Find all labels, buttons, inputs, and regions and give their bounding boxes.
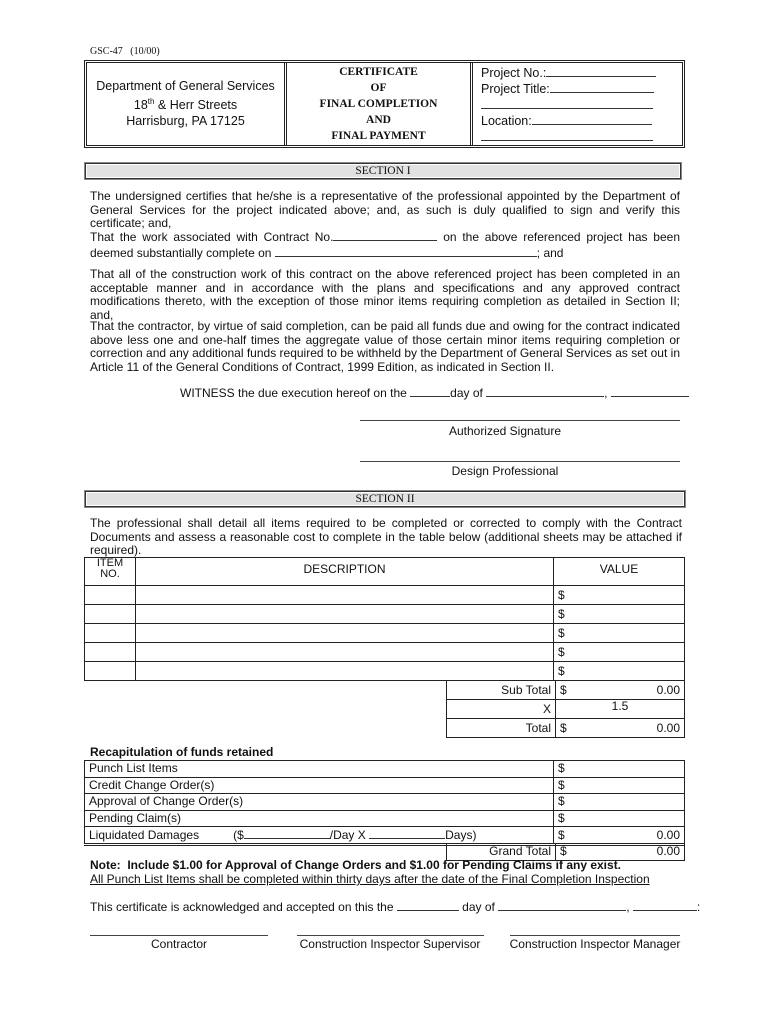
value-cell[interactable]: $ [554, 586, 685, 605]
ld-text: /Day X [329, 828, 370, 842]
subtotal-amount: 0.00 [656, 683, 680, 697]
authorized-signature-label: Authorized Signature [448, 424, 562, 438]
recap-row [85, 810, 685, 827]
contract-no-field[interactable] [333, 229, 437, 241]
multiplier-row [447, 700, 685, 719]
recap-label: Credit Change Order(s) [85, 777, 554, 794]
witness-text: , [604, 386, 611, 400]
contractor-label: Contractor [150, 937, 208, 951]
grand-total-amount: 0.00 [656, 844, 680, 859]
acknowledgement-line [90, 899, 700, 914]
ld-amount: 0.00 [656, 827, 680, 842]
witness-text: WITNESS the due execution hereof on the [180, 386, 411, 400]
items-table [84, 557, 685, 681]
note: Note: Include $1.00 for Approval of Change Orders and $1.00 for Pending Claims if any exist. [90, 858, 622, 872]
completion-date-field[interactable] [275, 245, 537, 257]
form-id: GSC-47 (10/00) [90, 46, 160, 57]
col-description: DESCRIPTION [136, 558, 554, 586]
ack-year-field[interactable] [633, 899, 697, 911]
ld-days-field[interactable] [369, 827, 445, 839]
currency: $ [560, 683, 567, 697]
currency: $ [560, 721, 567, 735]
location-field[interactable] [532, 113, 652, 125]
value-cell[interactable]: $ [554, 624, 685, 643]
multiplier-value: 1.5 [556, 700, 685, 719]
design-professional-label: Design Professional [451, 464, 559, 478]
recap-row [85, 761, 685, 778]
table-header [85, 558, 685, 586]
total-row [447, 719, 685, 738]
dept-street [134, 94, 237, 113]
ack-text: , [626, 900, 633, 914]
project-info [473, 63, 682, 145]
subtotal-row [447, 681, 685, 700]
witness-text: day of [450, 386, 487, 400]
section-1-para-1: The undersigned certifies that he/she is a representative of the professional appointed by the Department of General Services for the project indicated above; and, as such is duly qualified to sign and verify this certificate; and, [90, 189, 680, 230]
table-row[interactable] [85, 643, 685, 662]
recap-label: Approval of Change Order(s) [85, 794, 554, 811]
recap-value[interactable]: $ [554, 777, 685, 794]
subtotal-value [556, 681, 685, 700]
recap-table [84, 760, 685, 846]
recap-heading: Recapitulation of funds retained [90, 745, 274, 759]
project-title-field-2[interactable] [481, 97, 653, 109]
project-title-field[interactable] [550, 81, 654, 93]
witness-day-field[interactable] [410, 385, 450, 397]
title-line: OF [370, 82, 387, 94]
recap-value[interactable]: $ [554, 810, 685, 827]
p2-text: That the work associated with Contract No. [90, 230, 334, 244]
section-1-para-4: That the contractor, by virtue of said completion, can be paid all funds due and owing for the contract indicated above less one and one-half times the aggregate value of those certain minor items requiring completion or correction and any additional funds required to be withheld by the Department of General Services as set out in Article 11 of the General Conditions of Contract, 1999 Edition, as indicated in Section II. [90, 319, 680, 374]
section-2-header: SECTION II [85, 491, 685, 507]
total-amount: 0.00 [656, 721, 680, 735]
location-field-2[interactable] [481, 129, 653, 141]
ld-text: Days) [445, 828, 477, 842]
contractor-signature-line[interactable] [90, 935, 268, 936]
recap-value[interactable]: $ [554, 761, 685, 778]
witness-year-field[interactable] [611, 385, 689, 397]
dept-name: Department of General Services [96, 79, 275, 94]
title-line: CERTIFICATE [339, 66, 418, 78]
department-address [87, 63, 287, 145]
title-line: FINAL COMPLETION [319, 98, 438, 110]
project-no-label: Project No.: [481, 66, 547, 80]
header-box [84, 60, 685, 148]
value-cell[interactable]: $ [554, 643, 685, 662]
title-line: FINAL PAYMENT [331, 130, 426, 142]
ld-rate-field[interactable] [244, 827, 330, 839]
supervisor-label: Construction Inspector Supervisor [299, 937, 481, 951]
value-cell[interactable]: $ [554, 605, 685, 624]
witness-line [180, 385, 689, 400]
liquidated-damages-row [85, 827, 685, 845]
recap-row [85, 777, 685, 794]
authorized-signature-line[interactable] [360, 420, 680, 421]
subtotal-label: Sub Total [447, 681, 556, 700]
total-value [556, 719, 685, 738]
table-row[interactable] [85, 605, 685, 624]
table-row[interactable] [85, 624, 685, 643]
p2-text: on the above referenced project has been deemed substantially complete on [90, 230, 680, 260]
total-label: Total [447, 719, 556, 738]
ack-month-field[interactable] [498, 899, 626, 911]
ld-label [85, 827, 554, 845]
multiplier-label: X [447, 700, 556, 719]
recap-label: Punch List Items [85, 761, 554, 778]
p2-text: ; and [536, 245, 564, 260]
section-1-para-2 [90, 229, 680, 260]
street-rest: & Herr Streets [154, 98, 238, 113]
currency: $ [560, 844, 567, 859]
currency: $ [558, 827, 565, 842]
title-line: AND [366, 114, 391, 126]
street-num: 18 [133, 98, 148, 113]
dept-city: Harrisburg, PA 17125 [126, 113, 245, 128]
table-row[interactable] [85, 586, 685, 605]
recap-value[interactable]: $ [554, 794, 685, 811]
manager-signature-line[interactable] [510, 935, 680, 936]
punch-list-note: All Punch List Items shall be completed within thirty days after the date of the Final Completion Inspection [90, 872, 650, 886]
form-title [287, 63, 473, 145]
recap-label: Pending Claim(s) [85, 810, 554, 827]
value-cell[interactable]: $ [554, 662, 685, 681]
col-item-no: ITEM NO. [85, 558, 136, 586]
ack-text: This certificate is acknowledged and accepted on this the [90, 900, 397, 914]
ld-value [554, 827, 685, 845]
ack-day-field[interactable] [397, 899, 459, 911]
totals-table [446, 680, 685, 738]
section-1-para-3: That all of the construction work of this contract on the above referenced project has been completed in an acceptable manner and in accordance with the plans and specifications and any approved contract modifications thereto, with the exception of those minor items requiring completion as detailed in Section II; and, [90, 267, 680, 322]
section-1-header: SECTION I [85, 163, 681, 179]
location-label: Location: [481, 114, 532, 128]
grand-total-label: Grand Total [447, 844, 556, 861]
section-2-para: The professional shall detail all items required to be completed or corrected to comply with the Contract Documents and assess a reasonable cost to complete in the table below (additional sheets may be attached if required). [90, 516, 682, 557]
col-value: VALUE [554, 558, 685, 586]
ld-text: ($ [233, 828, 244, 842]
ack-text: : [696, 900, 701, 914]
supervisor-signature-line[interactable] [297, 935, 484, 936]
street-sup: th [147, 97, 155, 107]
ack-text: day of [458, 900, 499, 914]
recap-row [85, 794, 685, 811]
project-title-label: Project Title: [481, 82, 550, 96]
ld-text: Liquidated Damages [89, 828, 200, 842]
table-row[interactable] [85, 662, 685, 681]
manager-label: Construction Inspector Manager [509, 937, 681, 951]
design-professional-line[interactable] [360, 461, 680, 462]
witness-month-field[interactable] [486, 385, 604, 397]
project-no-field[interactable] [546, 65, 656, 77]
